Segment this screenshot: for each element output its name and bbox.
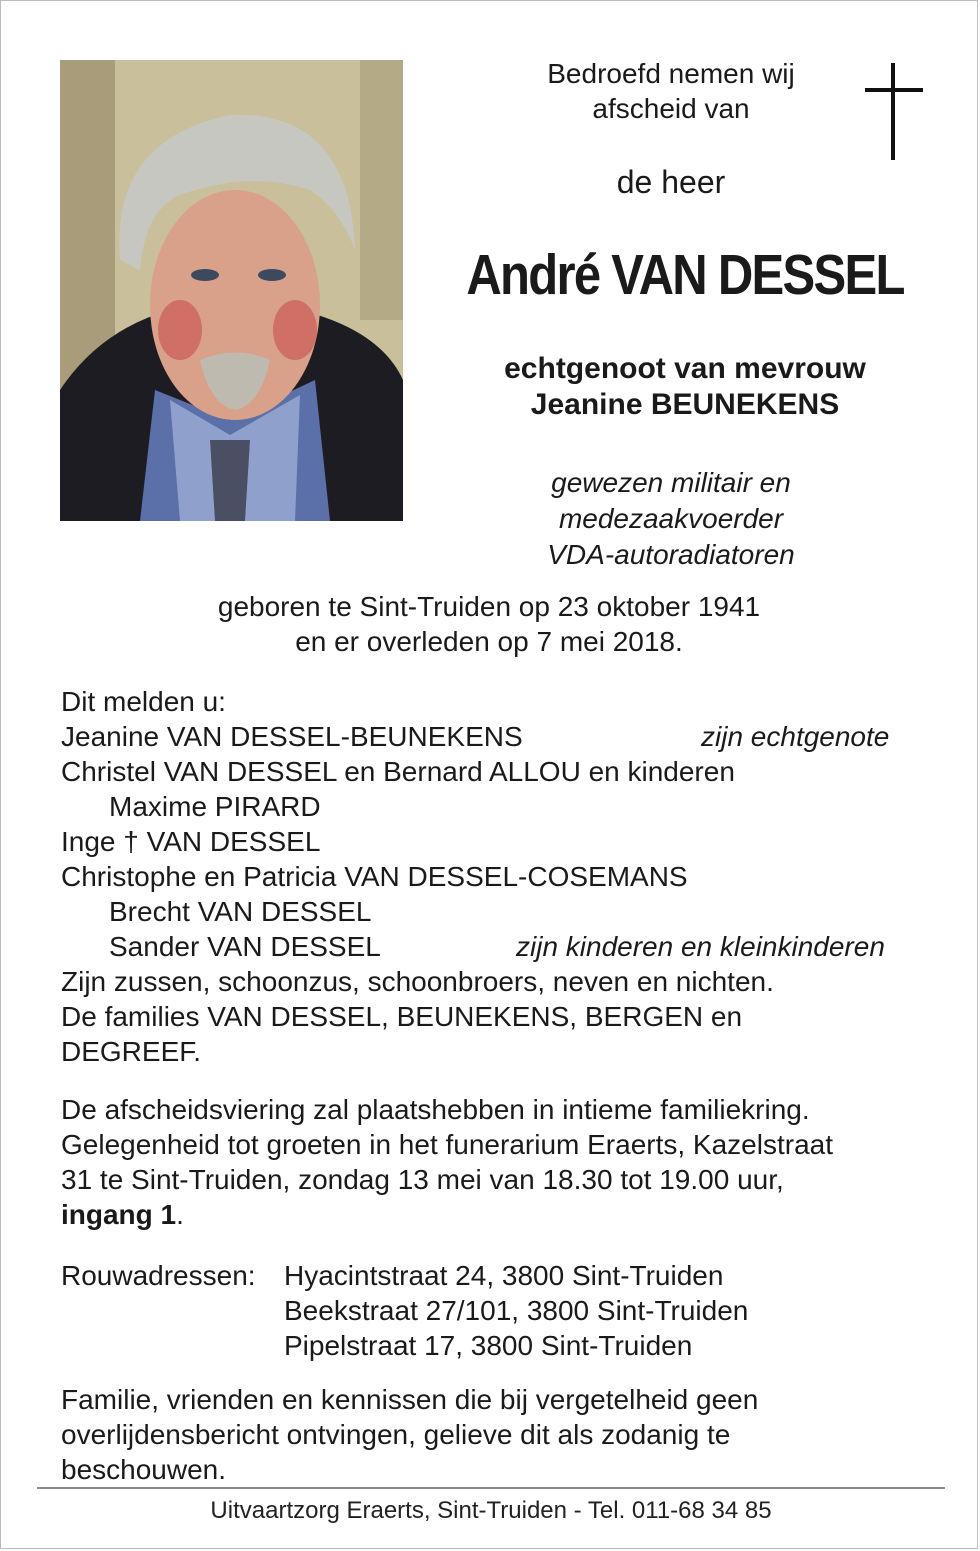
footer-contact: Uitvaartzorg Eraerts, Sint-Truiden - Tel. 011-68 34 85 xyxy=(210,1497,772,1524)
address-item: Hyacintstraat 24, 3800 Sint-Truiden xyxy=(284,1260,724,1291)
addresses-label: Rouwadressen: xyxy=(61,1260,256,1291)
intro-text: Bedroefd nemen wij afscheid van xyxy=(547,58,795,124)
announcement-intro: Dit melden u: xyxy=(61,686,226,717)
family-line: Sander VAN DESSEL zijn kinderen en kleinkinderen xyxy=(109,931,885,962)
family-line: DEGREEF. xyxy=(61,1036,202,1067)
occupation-text: gewezen militair en medezaakvoerder VDA-autoradiatoren xyxy=(547,467,795,570)
honorific: de heer xyxy=(616,164,726,200)
footer-divider xyxy=(37,1487,945,1489)
relation-label: zijn kinderen en kleinkinderen xyxy=(516,931,885,962)
family-line: Christel VAN DESSEL en Bernard ALLOU en kinderen xyxy=(61,756,735,787)
ceremony-paragraph: De afscheidsviering zal plaatshebben in intieme familiekring. Gelegenheid tot groeten in het funerarium Eraerts, Kazelstraat 31 te Sint-Truiden, zondag 13 mei van 18.30 tot 19.00 uur, ingang 1. xyxy=(61,1094,833,1230)
family-line: Christophe en Patricia VAN DESSEL-COSEMANS xyxy=(61,861,688,892)
entrance-label: ingang 1 xyxy=(61,1199,177,1230)
family-line: De families VAN DESSEL, BEUNEKENS, BERGEN en xyxy=(61,1001,743,1032)
family-line: Inge † VAN DESSEL xyxy=(61,826,321,857)
family-line: Jeanine VAN DESSEL-BEUNEKENS zijn echtgenote xyxy=(61,721,890,752)
spouse-text: echtgenoot van mevrouw Jeanine BEUNEKENS xyxy=(504,352,866,421)
notice-paragraph: Familie, vrienden en kennissen die bij vergetelheid geen overlijdensbericht ontvingen, gelieve dit als zodanig te beschouwen. xyxy=(61,1384,759,1485)
address-item: Beekstraat 27/101, 3800 Sint-Truiden xyxy=(284,1295,749,1326)
portrait-photo xyxy=(60,60,403,521)
family-line: Zijn zussen, schoonzus, schoonbroers, neven en nichten. xyxy=(61,966,774,997)
announcement-list xyxy=(61,684,931,1069)
family-line: Brecht VAN DESSEL xyxy=(109,896,372,927)
cross-icon xyxy=(865,63,923,161)
address-item: Pipelstraat 17, 3800 Sint-Truiden xyxy=(284,1330,693,1361)
deceased-name: André VAN DESSEL xyxy=(466,243,904,307)
birth-death-text: geboren te Sint-Truiden op 23 oktober 1941 en er overleden op 7 mei 2018. xyxy=(217,591,761,657)
relation-label: zijn echtgenote xyxy=(701,721,890,752)
family-line: Maxime PIRARD xyxy=(109,791,321,822)
